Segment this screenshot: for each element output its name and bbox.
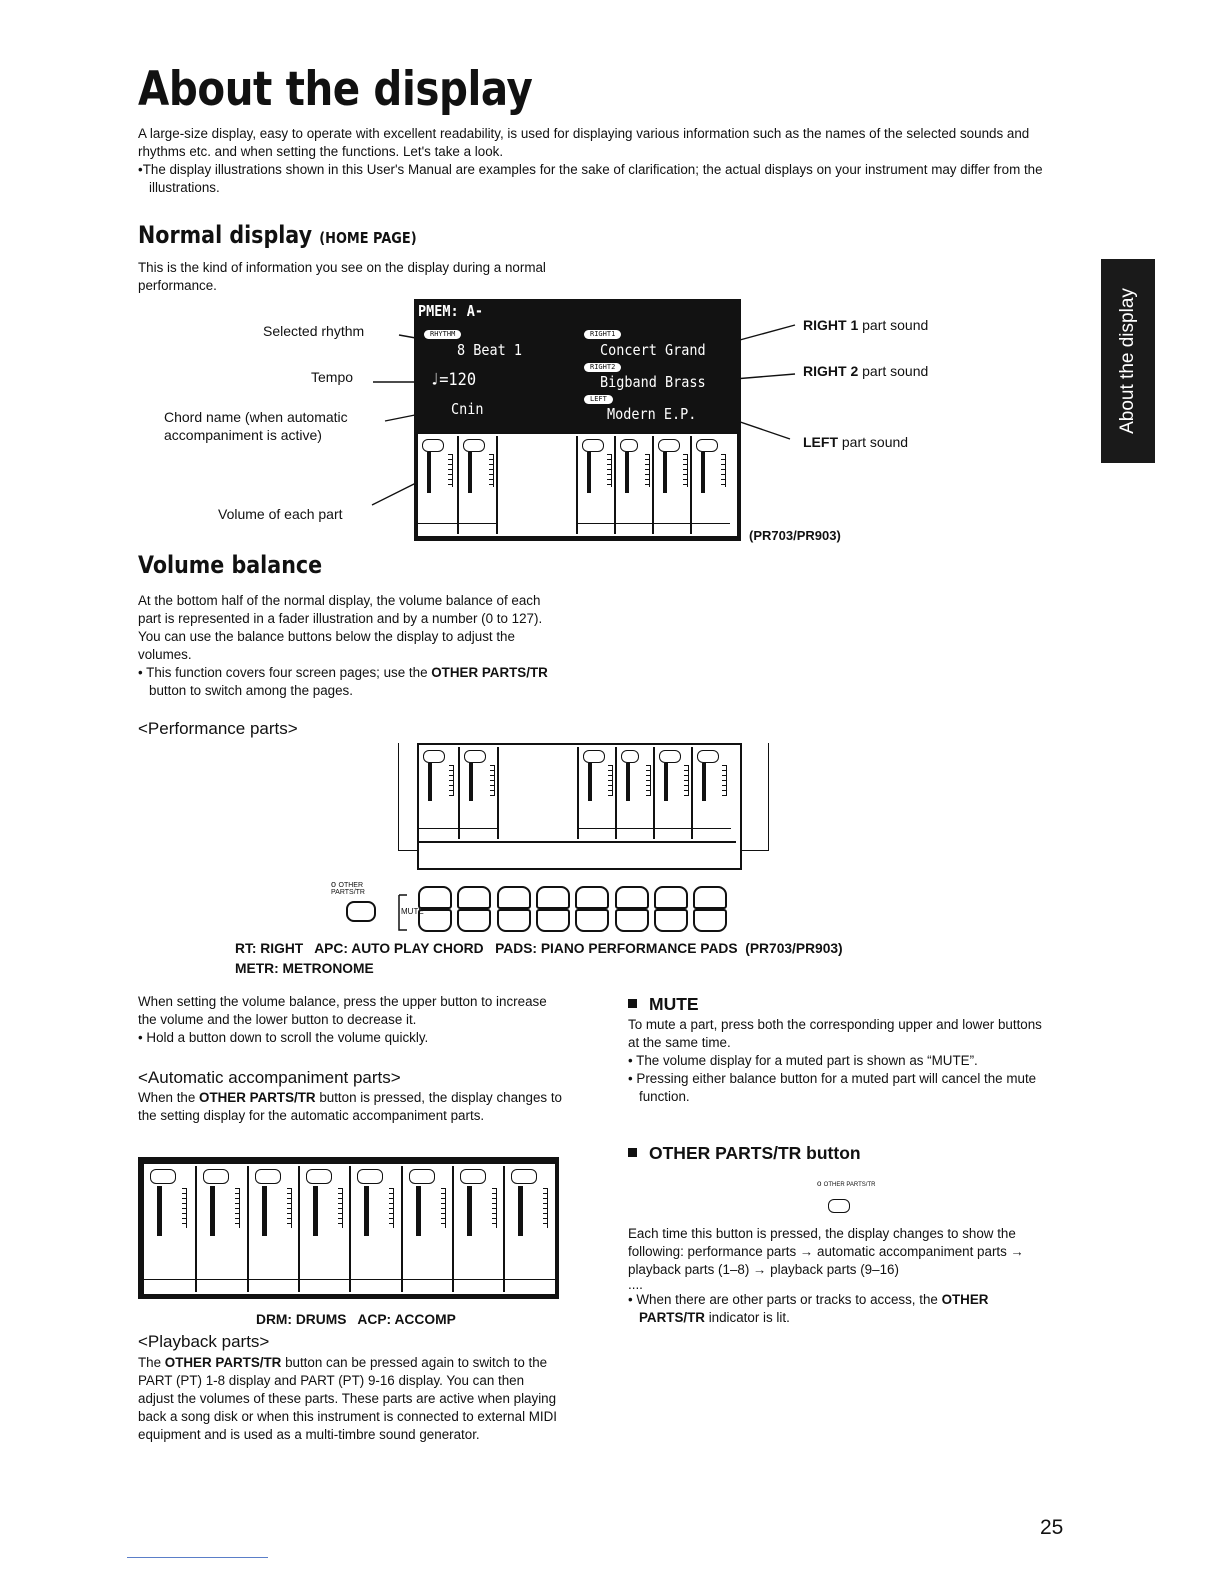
auto-accomp-paragraph: When the OTHER PARTS/TR button is pressed, the display changes to the setting display for the automatic accompaniment parts. xyxy=(138,1090,562,1123)
tempo-readout: ♩=120 xyxy=(430,370,477,390)
fader-scale xyxy=(448,454,453,487)
fader-rt1 xyxy=(691,747,731,839)
part-name: ACP1 xyxy=(454,1279,505,1291)
fader-scale xyxy=(489,454,494,487)
setting-volume-text xyxy=(138,993,562,1047)
label-volume-each-part: Volume of each part xyxy=(218,506,343,522)
page-number: 25 xyxy=(1040,1516,1064,1539)
fader-value: 94 xyxy=(621,750,639,763)
part-icon: ♪ xyxy=(668,805,680,827)
part-icon: ♪ xyxy=(471,1246,488,1276)
other-parts-icon-label: o OTHER PARTS/TR xyxy=(817,1179,876,1188)
mute-heading: MUTE xyxy=(628,994,699,1015)
part-icon: ☷ xyxy=(588,500,606,522)
fader-value: 105 xyxy=(409,1169,435,1184)
balance-down-button-6[interactable] xyxy=(615,909,649,932)
footer-rule xyxy=(127,1557,268,1558)
section-side-tab: About the display xyxy=(1101,259,1155,463)
part-name: RT1 xyxy=(692,523,730,533)
part-name: LEFT xyxy=(616,523,654,533)
fader-acp4 xyxy=(298,1166,351,1292)
fader-handle xyxy=(663,452,667,493)
part-icon: ♩ xyxy=(705,500,717,522)
intro-paragraph: A large-size display, easy to operate with excellent readability, is used for displaying various information such as the names of the selected sounds and rhythms etc. and when setting the functions. Let's take a look. xyxy=(138,126,1030,159)
fader-handle xyxy=(518,1186,523,1236)
fader-scale xyxy=(607,454,612,487)
balance-down-button-7[interactable] xyxy=(654,909,688,932)
fader-value: 105 xyxy=(306,1169,332,1184)
other-parts-bullet: • When there are other parts or tracks to access, the OTHER PARTS/TR indicator is lit. xyxy=(628,1292,989,1325)
page-title: About the display xyxy=(138,62,533,117)
part-name: RT1 xyxy=(693,828,731,838)
part-icon: ♪ xyxy=(420,1246,437,1276)
balance-up-button-5[interactable] xyxy=(575,886,609,909)
balance-up-button-3[interactable] xyxy=(497,886,531,909)
fader-apc xyxy=(576,436,616,534)
balance-up-button-1[interactable] xyxy=(418,886,452,909)
fader-value: 127 xyxy=(422,439,444,452)
fader-handle xyxy=(587,452,591,493)
part-icon: ♫ xyxy=(266,1246,283,1276)
fader-value: 105 xyxy=(357,1169,383,1184)
label-right1-sound: RIGHT 1 part sound xyxy=(803,317,929,333)
fader-handle xyxy=(626,763,630,801)
fader-drm1 xyxy=(195,1166,248,1292)
part-name: RT2 xyxy=(654,523,692,533)
volume-balance-text xyxy=(138,592,562,700)
fader-value: 105 xyxy=(203,1169,229,1184)
label-chord-name: Chord name (when automatic accompaniment is active) xyxy=(164,409,348,443)
fader-handle xyxy=(664,763,668,801)
fader-scale xyxy=(235,1188,240,1228)
fader-value: 105 xyxy=(255,1169,281,1184)
mute-bullet-1: • The volume display for a muted part is shown as “MUTE”. xyxy=(628,1053,978,1068)
fader-scale xyxy=(490,765,495,796)
other-parts-heading: OTHER PARTS/TR button xyxy=(628,1143,861,1164)
fader-handle xyxy=(427,452,431,493)
fader-handle xyxy=(701,452,705,493)
balance-up-button-6[interactable] xyxy=(615,886,649,909)
fader-metr xyxy=(418,436,457,534)
balance-up-button-4[interactable] xyxy=(536,886,570,909)
part-name: ACP5 xyxy=(249,1279,300,1291)
fader-scale xyxy=(389,1188,394,1228)
fader-scale xyxy=(722,765,727,796)
balance-down-button-1[interactable] xyxy=(418,909,452,932)
volume-balance-bullet: • This function covers four screen pages; use the OTHER PARTS/TR button to switch among the pages. xyxy=(138,665,548,698)
fader-handle xyxy=(416,1186,421,1236)
list-divider xyxy=(497,747,577,839)
fader-handle xyxy=(364,1186,369,1236)
other-parts-icon-button xyxy=(828,1199,850,1213)
list-divider xyxy=(496,436,576,534)
other-parts-text xyxy=(628,1225,1056,1327)
label-left-sound: LEFT part sound xyxy=(803,434,909,450)
fader-scale xyxy=(338,1188,343,1228)
label-selected-rhythm: Selected rhythm xyxy=(263,323,365,339)
part-icon: ⚖ xyxy=(432,805,445,827)
fader-value: 105 xyxy=(460,1169,486,1184)
fader-acp1 xyxy=(452,1166,505,1292)
fader-handle xyxy=(428,763,432,801)
fader-scale xyxy=(683,454,688,487)
fader-handle xyxy=(157,1186,162,1236)
fader-value: 105 xyxy=(464,750,486,763)
part-name: METR xyxy=(419,828,458,838)
balance-buttons xyxy=(418,886,730,932)
performance-parts-heading: <Performance parts> xyxy=(138,719,298,738)
fader-value: 127 xyxy=(697,750,719,763)
normal-display-desc: This is the kind of information you see on the display during a normal performance. xyxy=(138,260,546,293)
fader-acp3 xyxy=(349,1166,402,1292)
part-name: ACP2 xyxy=(403,1279,454,1291)
part-icon: ☸ xyxy=(214,1246,231,1276)
part-name: APC xyxy=(579,828,617,838)
fader-rt2 xyxy=(652,436,692,534)
fader-apc xyxy=(577,747,617,839)
part-icon: ♩ xyxy=(706,805,718,827)
left-sound: Modern E.P. xyxy=(607,405,697,423)
fader-handle xyxy=(702,763,706,801)
fader-scale xyxy=(608,765,613,796)
fader-pads xyxy=(457,436,498,534)
fader-pads xyxy=(458,747,499,839)
fader-rt2 xyxy=(653,747,693,839)
auto-accomp-lcd xyxy=(138,1157,559,1299)
playback-parts-paragraph: The OTHER PARTS/TR button can be pressed again to switch to the PART (PT) 1-8 display and PART (PT) 9-16 display. You can then adjust the volumes of these parts. These parts are active when playing back a song disk or when this instrument is connected to external MIDI equipment and is used as a multi-timbre sound generator. xyxy=(138,1355,558,1442)
normal-display-subheading: (HOME PAGE) xyxy=(319,229,417,247)
chord-name: Cnin xyxy=(451,400,484,418)
fader-scale xyxy=(182,1188,187,1228)
accomp-volume-list: BASS = 105 ACMP1 = 105 ACMP2 = 105 ACMP3 = 105 ACMP4 = 105 ACMP5 = 105 DRUM1 = 105 DRUM2 = 105 xyxy=(502,437,552,514)
setting-volume-bullet: • Hold a button down to scroll the volume quickly. xyxy=(138,1030,429,1045)
fader-left xyxy=(614,436,654,534)
fader-scale xyxy=(492,1188,497,1228)
fader-value: 105 xyxy=(463,439,485,452)
part-name: APC xyxy=(578,523,616,533)
balance-down-button-3[interactable] xyxy=(497,909,531,932)
part-icon: ⚖ xyxy=(431,500,444,522)
fader-scale xyxy=(543,1188,548,1228)
right1-tag: RIGHT1 xyxy=(584,330,621,339)
setting-volume-paragraph: When setting the volume balance, press the upper button to increase the volume and the lower button to decrease it. xyxy=(138,994,547,1027)
other-parts-paragraph: Each time this button is pressed, the display changes to show the following: performance parts → automatic accompaniment parts → playback parts (1–8) → playback parts (9–16) xyxy=(628,1226,1024,1277)
mixer-panel xyxy=(419,745,736,843)
fader-value: 127 xyxy=(423,750,445,763)
part-icon: ♩ xyxy=(368,1246,385,1276)
performance-legend: RT: RIGHT APC: AUTO PLAY CHORD PADS: PIANO PERFORMANCE PADS (PR703/PR903) xyxy=(235,941,843,956)
label-right2-sound: RIGHT 2 part sound xyxy=(803,363,929,379)
balance-down-button-5[interactable] xyxy=(575,909,609,932)
balance-down-button-4[interactable] xyxy=(536,909,570,932)
fader-handle xyxy=(467,1186,472,1236)
part-name: RT2 xyxy=(655,828,693,838)
rhythm-tag: RHYTHM xyxy=(424,330,461,339)
fader-scale xyxy=(441,1188,446,1228)
part-name: BASS xyxy=(505,1279,556,1291)
fader-acp5 xyxy=(247,1166,300,1292)
part-name: ACP3 xyxy=(351,1279,402,1291)
fader-drm2 xyxy=(144,1166,195,1292)
part-name: METR xyxy=(418,523,457,533)
part-name: ACP4 xyxy=(300,1279,351,1291)
fader-value: 105 xyxy=(150,1169,176,1184)
part-name: PADS xyxy=(459,523,498,533)
fader-scale xyxy=(645,454,650,487)
fader-metr xyxy=(419,747,458,839)
other-parts-button[interactable] xyxy=(346,901,376,922)
performance-parts-lcd xyxy=(417,743,742,870)
fader-handle xyxy=(468,452,472,493)
fader-scale xyxy=(721,454,726,487)
normal-display-heading: Normal display (HOME PAGE) xyxy=(138,221,417,249)
fader-handle xyxy=(469,763,473,801)
fader-handle xyxy=(588,763,592,801)
pmem-readout: PMEM: A- xyxy=(418,302,484,320)
fader-value: 127 xyxy=(583,750,605,763)
fader-handle xyxy=(313,1186,318,1236)
part-name: DRM1 xyxy=(197,1279,248,1291)
fader-value: 127 xyxy=(696,439,718,452)
fader-acp2 xyxy=(401,1166,454,1292)
home-page-lcd xyxy=(414,299,741,541)
fader-scale xyxy=(449,765,454,796)
fader-value: 94 xyxy=(620,439,638,452)
part-icon: ♫ xyxy=(629,500,641,522)
other-parts-ellipsis: .... xyxy=(628,1277,643,1292)
fader-left xyxy=(615,747,655,839)
accomp-volume-list: BASS = 105 ACMP1 = 105 ACMP2 = 105 ACMP3 = 105 ACMP4 = 105 ACMP5 = 105 DRUM1 = 105 DRUM2 = 105 xyxy=(503,748,553,825)
label-tempo: Tempo xyxy=(311,369,354,385)
part-icon: ♪ xyxy=(522,1246,539,1276)
label-model: (PR703/PR903) xyxy=(749,528,841,543)
part-icon: ☷ xyxy=(589,805,607,827)
part-name: DRM2 xyxy=(144,1279,195,1291)
auto-accomp-legend: DRM: DRUMS ACP: ACCOMP xyxy=(256,1312,456,1327)
fader-bass xyxy=(503,1166,556,1292)
part-icon: ♟ xyxy=(472,500,485,522)
mute-label: MUTE xyxy=(401,907,424,916)
fader-value: 127 xyxy=(658,439,680,452)
auto-accomp-heading: <Automatic accompaniment parts> xyxy=(138,1068,401,1087)
part-icon: ♫ xyxy=(630,805,642,827)
fader-rt1 xyxy=(690,436,730,534)
right2-sound: Bigband Brass xyxy=(600,373,706,391)
part-icon: ♬ xyxy=(317,1246,334,1276)
part-icon: ♪ xyxy=(667,500,679,522)
balance-up-button-7[interactable] xyxy=(654,886,688,909)
fader-handle xyxy=(262,1186,267,1236)
intro-bullet: •The display illustrations shown in this User's Manual are examples for the sake of clarification; the actual displays on your instrument may differ from the illustrations. xyxy=(138,162,1043,195)
mute-text xyxy=(628,1016,1056,1106)
fader-handle xyxy=(625,452,629,493)
rhythm-name: 8 Beat 1 xyxy=(457,341,523,359)
balance-down-button-2[interactable] xyxy=(457,909,491,932)
part-icon: ♟ xyxy=(473,805,486,827)
balance-down-button-8[interactable] xyxy=(693,909,727,932)
mute-bracket xyxy=(397,893,411,933)
performance-legend-metr: METR: METRONOME xyxy=(235,961,374,976)
balance-up-button-8[interactable] xyxy=(693,886,727,909)
fader-handle xyxy=(210,1186,215,1236)
mute-bullet-2: • Pressing either balance button for a muted part will cancel the mute function. xyxy=(628,1071,1037,1104)
right1-sound: Concert Grand xyxy=(600,341,706,359)
other-parts-label: o OTHER PARTS/TR xyxy=(331,879,365,896)
auto-accomp-mixer xyxy=(142,1162,557,1296)
volume-balance-paragraph: At the bottom half of the normal display, the volume balance of each part is represented in a fader illustration and by a number (0 to 127). You can use the balance buttons below the display to adjust the volumes. xyxy=(138,593,543,662)
playback-parts-heading: <Playback parts> xyxy=(138,1332,270,1351)
mixer-panel xyxy=(416,432,739,538)
fader-value: 127 xyxy=(582,439,604,452)
fader-scale xyxy=(684,765,689,796)
balance-up-button-2[interactable] xyxy=(457,886,491,909)
volume-balance-heading: Volume balance xyxy=(138,551,323,579)
part-name: LEFT xyxy=(617,828,655,838)
fader-value: 105 xyxy=(511,1169,537,1184)
part-name: PADS xyxy=(460,828,499,838)
mute-paragraph: To mute a part, press both the corresponding upper and lower buttons at the same time. xyxy=(628,1017,1042,1050)
left-tag: LEFT xyxy=(584,395,613,404)
fader-value: 127 xyxy=(659,750,681,763)
right2-tag: RIGHT2 xyxy=(584,363,621,372)
part-icon: ☸ xyxy=(161,1246,178,1276)
fader-scale xyxy=(646,765,651,796)
fader-scale xyxy=(287,1188,292,1228)
